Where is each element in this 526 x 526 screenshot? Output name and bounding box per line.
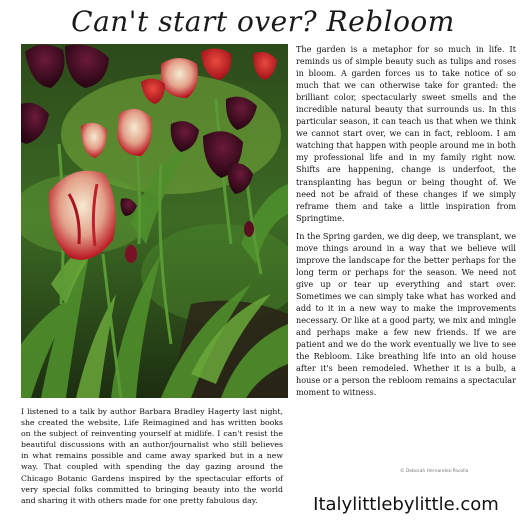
photo-credit: © Deborah Hernandez-Pacolla [400, 469, 469, 474]
tulips-photo [21, 44, 288, 398]
article-right-column [296, 43, 516, 404]
article-paragraph: The garden is a metaphor for so much in life. It reminds us of simple beauty such as tulips and roses in bloom. A garden forces us to take notice of so much that we can otherwise take for granted: the brilliant color, spectacularly sweet smells and the incredible natural beauty that surrounds us. In this particular season, it can teach us that when we think we cannot start over, we can in fact, rebloom. I am watching that happen with people around me in both my professional life and in my family right now. Shifts are happening, change is underfoot, the transplanting has begun or being thought of. We need not be afraid of these changes if we simply reframe them and take a little inspiration from Springtime. [296, 44, 516, 223]
article-paragraph: I listened to a talk by author Barbara Bradley Hagerty last night, she created the website, Life Reimagined and has written books on the subject of reinventing yourself at midlife. I can't resist the beautiful discussions with an author/journalist who still believes in what remains possible and came away sparked but in a new way. That coupled with spending the day gazing around the Chicago Botanic Gardens inspired by the spectacular efforts of very special folks committed to bringing beauty into the world and sharing it with others made for one pretty fabulous day. [21, 407, 283, 505]
article-paragraph: In the Spring garden, we dig deep, we transplant, we move things around in a way that we believe will improve the landscape for the better perhaps for the long term or perhaps for the season. We need not give up or tear up everything and start over. Sometimes we can simply take what has worked and add to it in a new way to make the improvements necessary. Or like at a good party, we mix and mingle and perhaps make a few new friends. If we are patient and we do the work eventually we live to see the Rebloom. Like breathing life into an old house after it's been remodeled. Whether it is a bulb, a house or a person the rebloom remains a spectacular moment to witness. [296, 230, 516, 398]
page-title: Can't start over? Rebloom [71, 5, 455, 38]
site-url[interactable]: Italylittlebylittle.com [313, 494, 499, 515]
article-left-column [21, 406, 283, 506]
